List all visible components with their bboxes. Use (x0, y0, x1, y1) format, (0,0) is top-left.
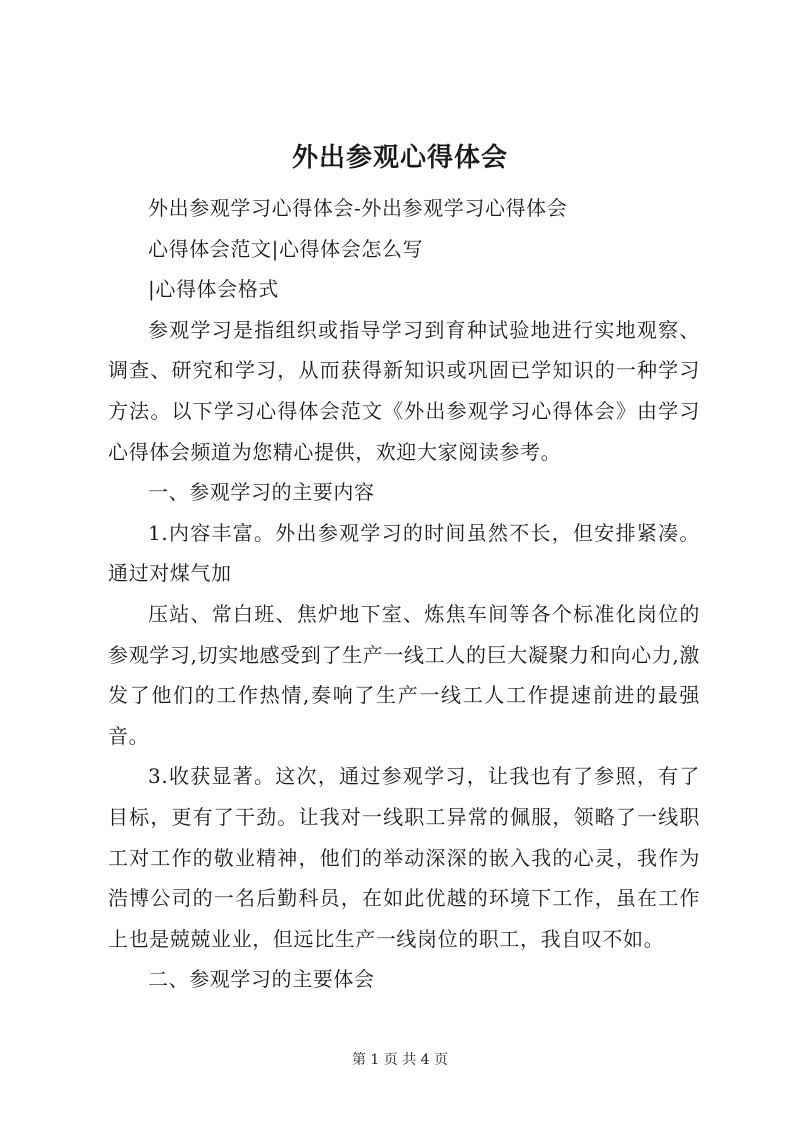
paragraph: 3.收获显著。这次，通过参观学习，让我也有了参照，有了目标，更有了干劲。让我对一线职工异常的佩服，领略了一线职工对工作的敬业精神，他们的举动深深的嵌入我的心灵，我作为浩博公司的一名后勤科员，在如此优越的环境下工作，虽在工作上也是兢兢业业，但远比生产一线岗位的职工，我自叹不如。 (108, 764, 700, 951)
paragraph: 1.内容丰富。外出参观学习的时间虽然不长，但安排紧凑。通过对煤气加 (108, 520, 700, 586)
document-title: 外出参观心得体会 (291, 143, 508, 173)
section-heading: 二、参观学习的主要体会 (148, 967, 375, 992)
document-body (108, 188, 700, 1000)
section-heading: 一、参观学习的主要内容 (148, 480, 375, 505)
page-footer: 第 1 页 共 4 页 (351, 1052, 449, 1068)
paragraph: 压站、常白班、焦炉地下室、炼焦车间等各个标准化岗位的参观学习,切实地感受到了生产一线工人的巨大凝聚力和向心力,激发了他们的工作热情,奏响了生产一线工人工作提速前进的最强音。 (108, 601, 700, 748)
paragraph: 参观学习是指组织或指导学习到育种试验地进行实地观察、调查、研究和学习，从而获得新知识或巩固已学知识的一种学习方法。以下学习心得体会范文《外出参观学习心得体会》由学习心得体会频道为您精心提供，欢迎大家阅读参考。 (108, 317, 700, 464)
paragraph: |心得体会格式 (148, 277, 279, 302)
paragraph: 外出参观学习心得体会-外出参观学习心得体会 (148, 196, 568, 220)
paragraph: 心得体会范文|心得体会怎么写 (148, 236, 424, 261)
